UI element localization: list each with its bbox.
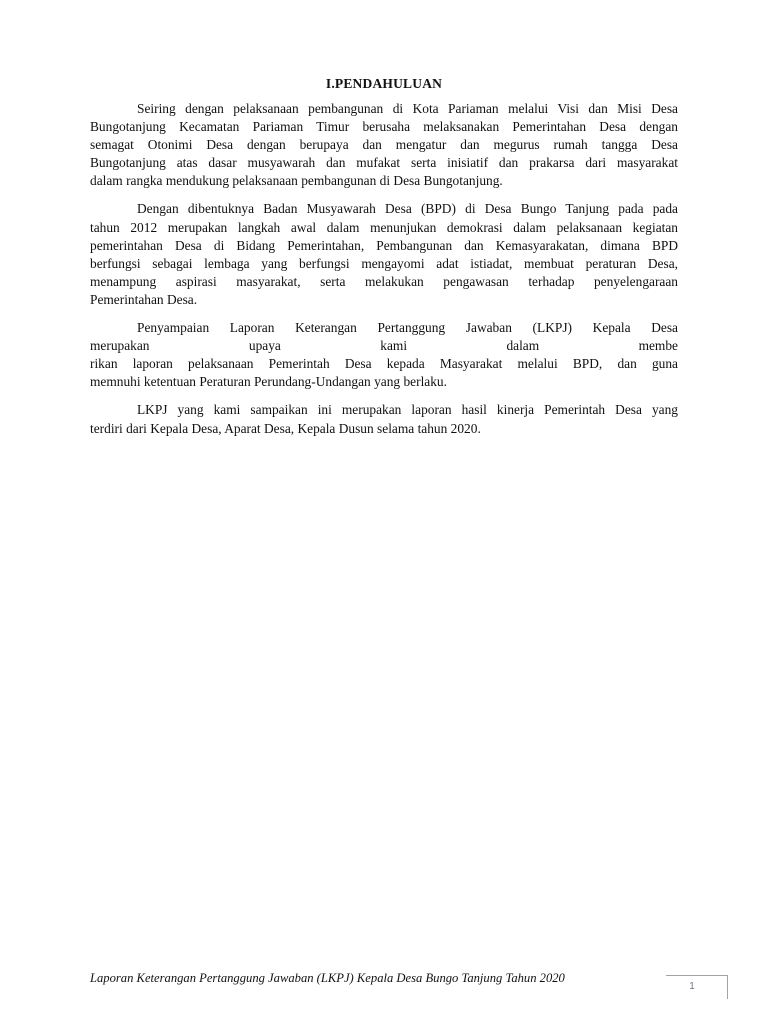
page-footer-text: Laporan Keterangan Pertanggung Jawaban (LKPJ) Kepala Desa Bungo Tanjung Tahun 2020 xyxy=(90,971,565,985)
paragraph-line: semagat Otonimi Desa dengan berupaya dan mengatur dan megurus rumah tangga Desa xyxy=(90,137,678,153)
paragraph-line: dalam rangka mendukung pelaksanaan pembangunan di Desa Bungotanjung. xyxy=(90,173,503,189)
paragraph-line: pemerintahan Desa di Bidang Pemerintahan, Pembangunan dan Kemasyarakatan, dimana BPD xyxy=(90,237,678,253)
section-title: I.PENDAHULUAN xyxy=(325,76,443,91)
paragraph-line: rikan laporan pelaksanaan Pemerintah Desa kepada Masyarakat melalui BPD, dan guna xyxy=(90,356,678,372)
paragraph-line: memnuhi ketentuan Peraturan Perundang-Undangan yang berlaku. xyxy=(90,374,447,390)
paragraph-line: Dengan dibentuknya Badan Musyawarah Desa (BPD) di Desa Bungo Tanjung pada pada xyxy=(137,201,678,217)
paragraph-line: terdiri dari Kepala Desa, Aparat Desa, Kepala Dusun selama tahun 2020. xyxy=(90,420,481,436)
paragraph-line: Penyampaian Laporan Keterangan Pertanggung Jawaban (LKPJ) Kepala Desa xyxy=(137,320,678,336)
page-number-box xyxy=(666,975,728,999)
paragraph-line: LKPJ yang kami sampaikan ini merupakan laporan hasil kinerja Pemerintah Desa yang xyxy=(137,402,678,418)
paragraph-line: Bungotanjung atas dasar musyawarah dan mufakat serta inisiatif dan prakarsa dari masyarakat xyxy=(90,155,678,171)
paragraph-line: berfungsi sebagai lembaga yang berfungsi mengayomi adat istiadat, membuat peraturan Desa, xyxy=(90,255,678,271)
paragraph-lkpj-content xyxy=(90,401,678,437)
paragraph-bpd xyxy=(90,200,678,309)
paragraph-line: Seiring dengan pelaksanaan pembangunan di Kota Pariaman melalui Visi dan Misi Desa xyxy=(137,101,678,116)
document-body xyxy=(90,100,678,448)
paragraph-intro xyxy=(90,100,678,190)
paragraph-lkpj-purpose xyxy=(90,319,678,391)
page-number: 1 xyxy=(689,981,695,992)
paragraph-line: tahun 2012 merupakan langkah awal dalam menunjukan demokrasi dalam pelaksanaan kegiatan xyxy=(90,219,678,235)
paragraph-line: menampung aspirasi masyarakat, serta melakukan pengawasan terhadap penyelengaraan xyxy=(90,273,678,289)
paragraph-line: Pemerintahan Desa. xyxy=(90,291,198,307)
paragraph-line: Bungotanjung Kecamatan Pariaman Timur berusaha melaksanakan Pemerintahan Desa dengan xyxy=(90,119,678,135)
paragraph-line: merupakan upaya kami dalam membe xyxy=(90,338,678,354)
